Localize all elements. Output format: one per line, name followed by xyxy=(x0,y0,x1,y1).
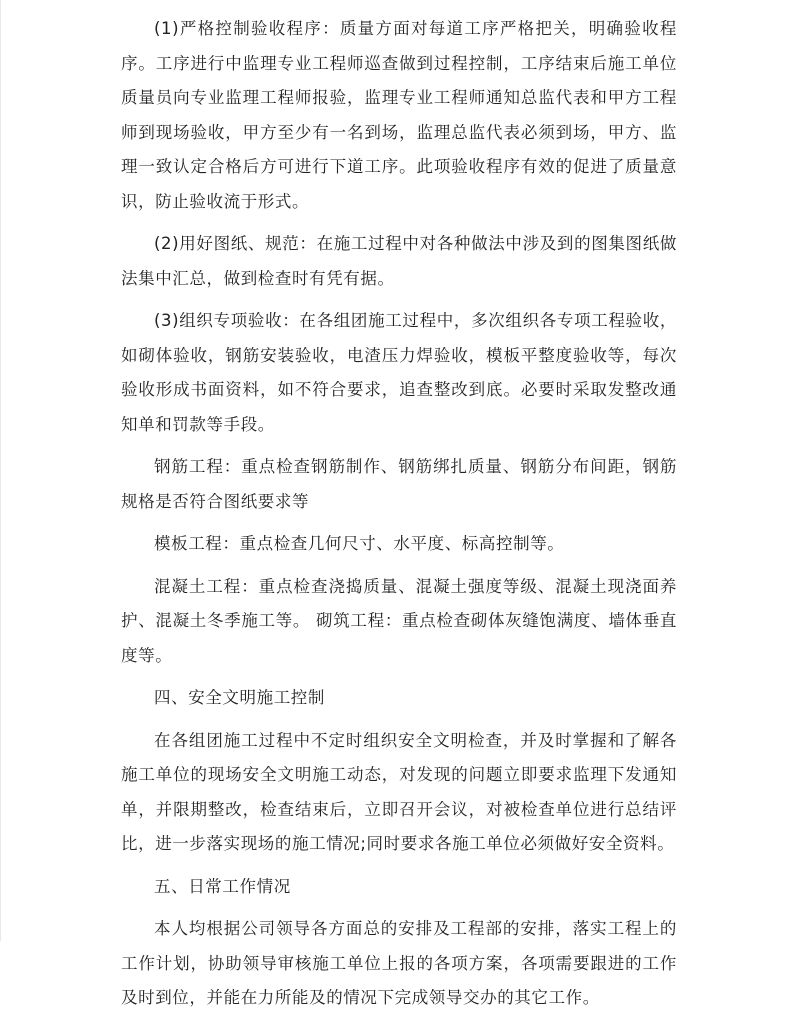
paragraph-drawings-specs: (2)用好图纸、规范：在施工过程中对各种做法中涉及到的图集图纸做法集中汇总，做到检查时有凭有据。 xyxy=(121,234,677,288)
paragraph-concrete-masonry: 混凝土工程：重点检查浇捣质量、混凝土强度等级、混凝土现浇面养护、混凝土冬季施工等。 砌筑工程：重点检查砌体灰缝饱满度、墙体垂直度等。 xyxy=(121,576,677,665)
page-left-edge xyxy=(0,0,1,941)
paragraph-safety-control: 在各组团施工过程中不定时组织安全文明检查，并及时掌握和了解各施工单位的现场安全文明施工动态，对发现的问题立即要求监理下发通知单，并限期整改，检查结束后，立即召开会议，对被检查单位进行总结评比，进一步落实现场的施工情况;同时要求各施工单位必须做好安全资料。 xyxy=(121,730,677,853)
paragraph-daily-work: 本人均根据公司领导各方面总的安排及工程部的安排，落实工程上的工作计划，协助领导审核施工单位上报的各项方案，各项需要跟进的工作及时到位，并能在力所能及的情况下完成领导交办的其它工作。 xyxy=(121,919,677,1007)
document-body xyxy=(121,12,677,1024)
paragraph-special-acceptance: (3)组织专项验收：在各组团施工过程中，多次组织各专项工程验收，如砌体验收，钢筋安装验收，电渣压力焊验收，模板平整度验收等，每次验收形成书面资料，如不符合要求，追查整改到底。必要时采取发整改通知单和罚款等手段。 xyxy=(121,311,677,434)
paragraph-acceptance-procedure: (1)严格控制验收程序：质量方面对每道工序严格把关，明确验收程序。工序进行中监理专业工程师巡查做到过程控制，工序结束后施工单位质量员向专业监理工程师报验，监理专业工程师通知总监代表和甲方工程师到现场验收，甲方至少有一名到场，监理总监代表必须到场，甲方、监理一致认定合格后方可进行下道工序。此项验收程序有效的促进了质量意识，防止验收流于形式。 xyxy=(121,19,677,211)
paragraph-rebar-works: 钢筋工程：重点检查钢筋制作、钢筋绑扎质量、钢筋分布间距，钢筋规格是否符合图纸要求等 xyxy=(121,457,677,511)
paragraph-formwork: 模板工程：重点检查几何尺寸、水平度、标高控制等。 xyxy=(154,534,565,553)
section-heading-daily-work: 五、日常工作情况 xyxy=(154,876,291,896)
section-heading-safety: 四、安全文明施工控制 xyxy=(154,688,325,707)
